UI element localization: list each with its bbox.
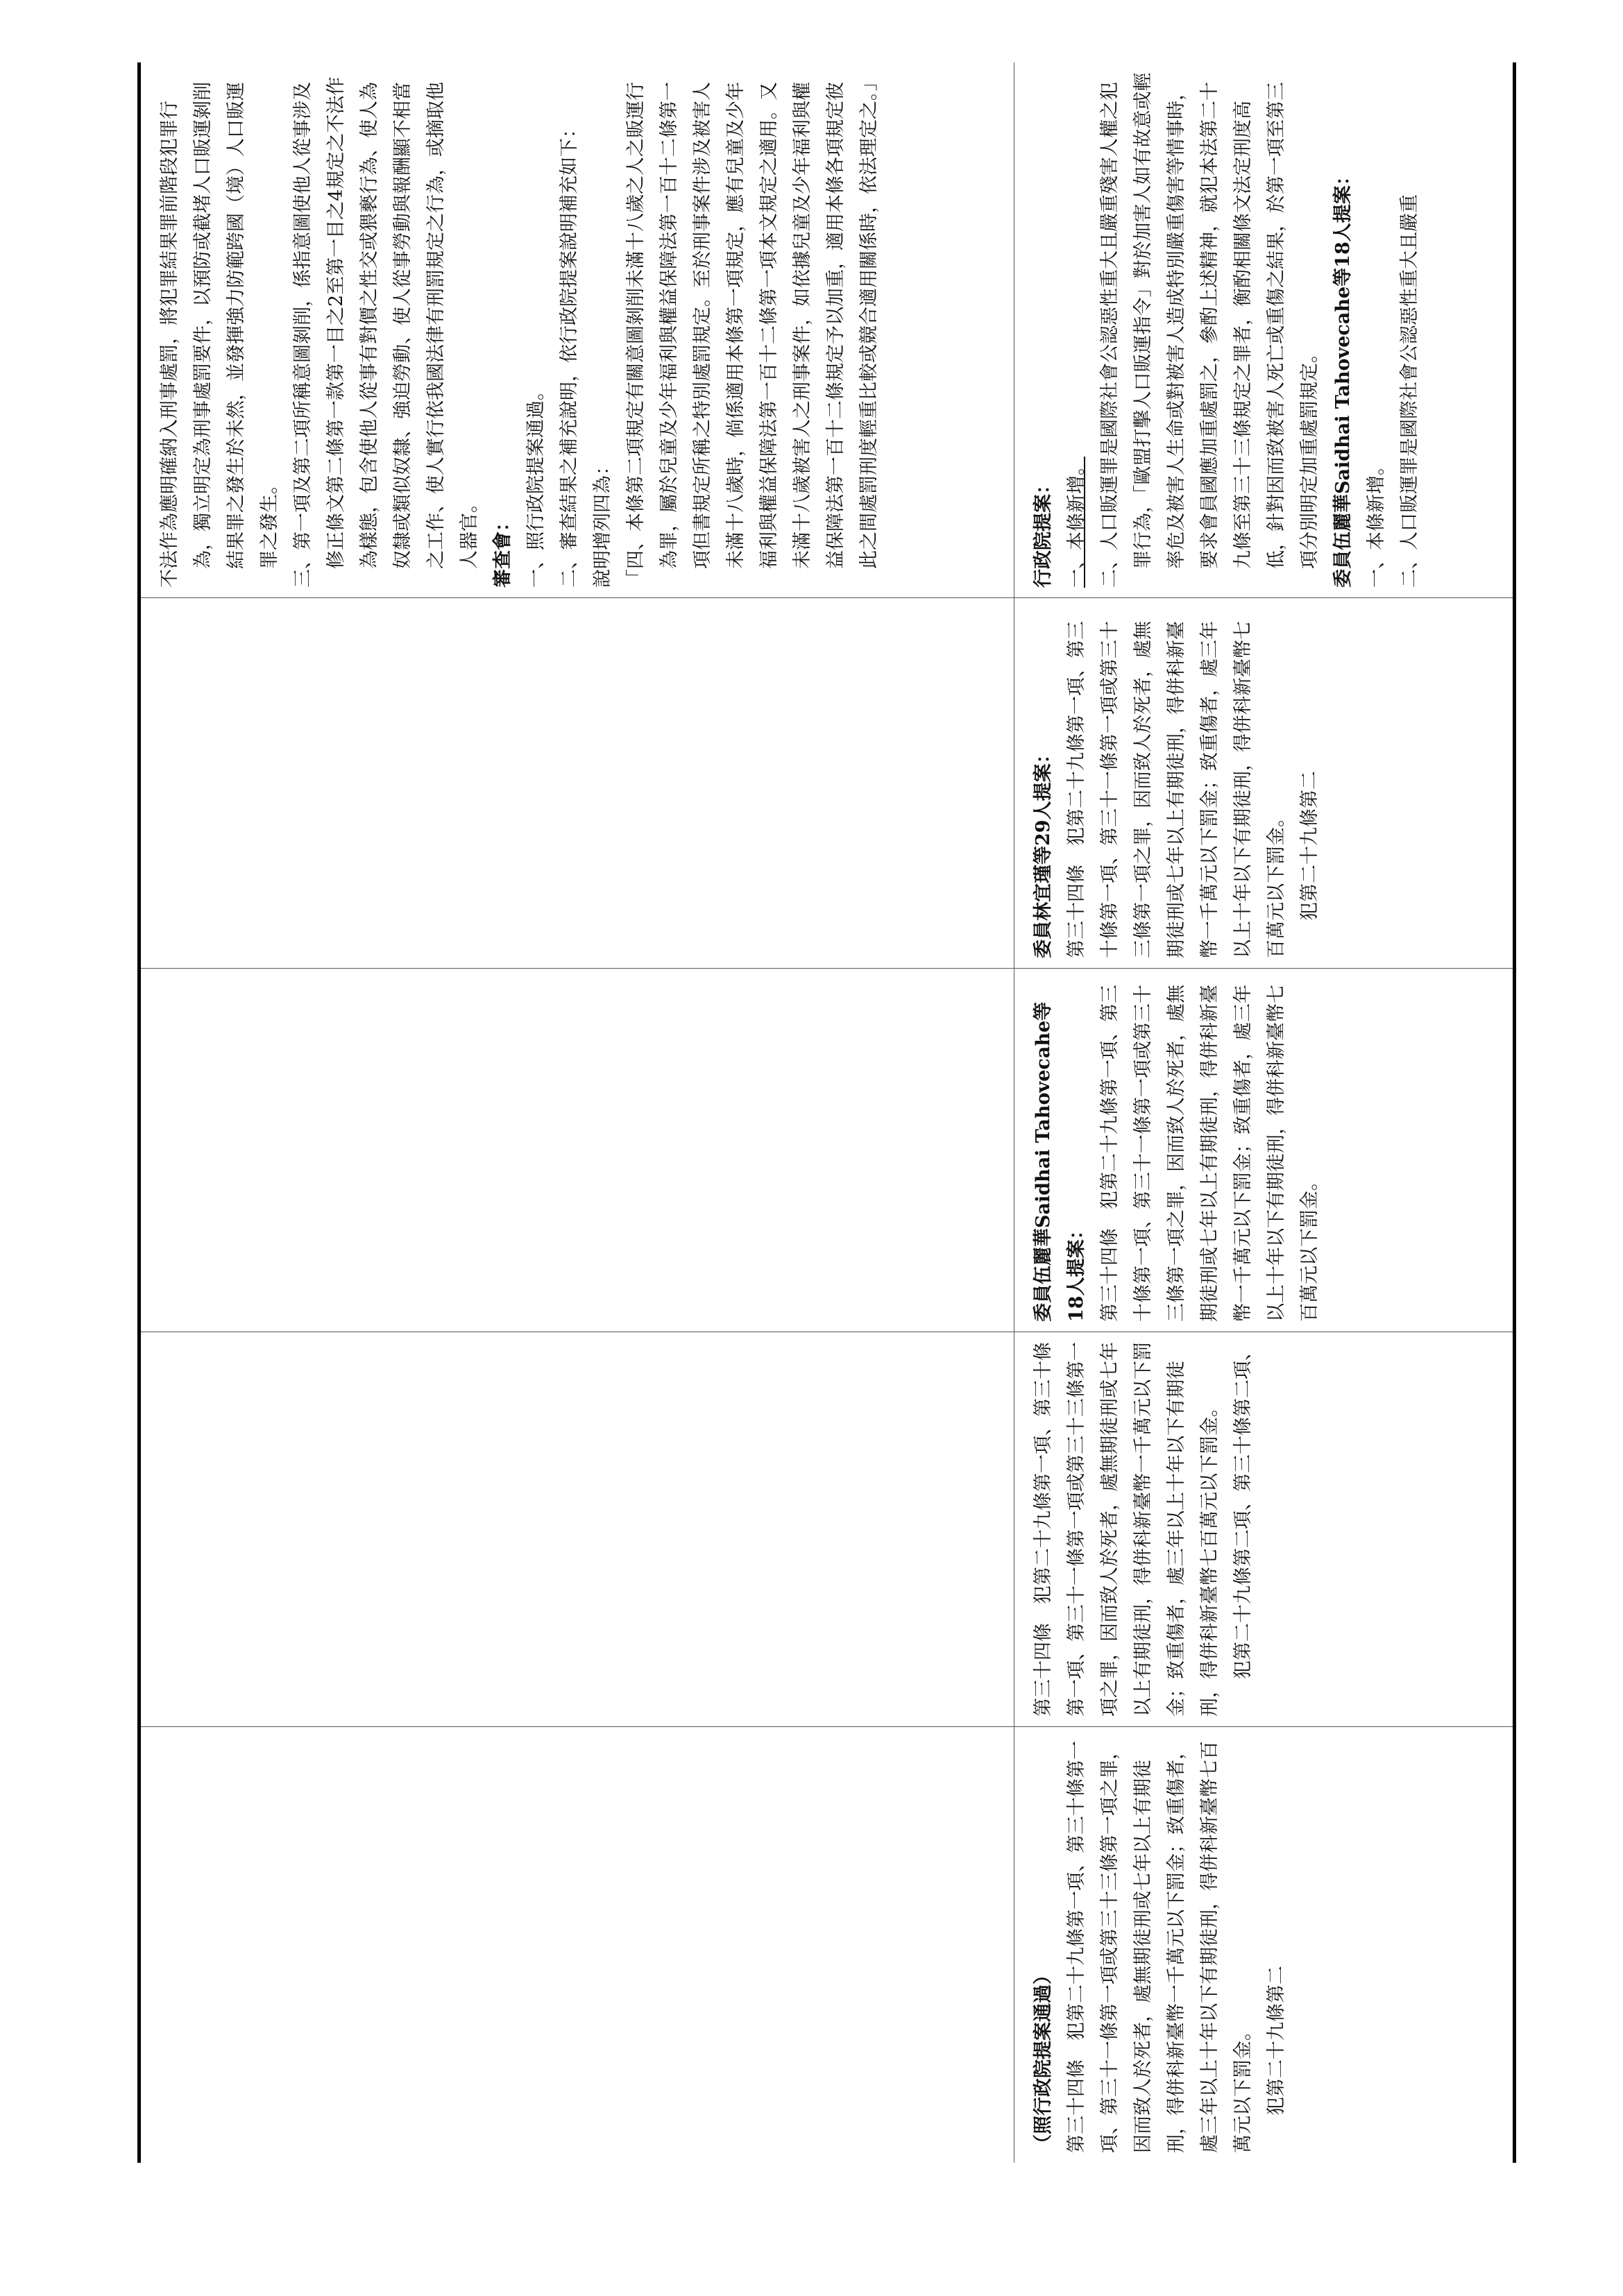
explanation-para-2: 三、第一項及第二項所稱意圖剝削，係指意圖使他人從事涉及修正條文第二條第一款第一目之2至第一目之4規定之不法作為樣態，包含使他人從事有對價之性交或猥褻行為、使人為奴隸或類似奴隸、強迫勞動、使人從事勞動與報酬顯不相當之工作、使人實行依我國法律有刑罰規定之行為，或摘取他人器官。: [292, 76, 480, 588]
review-item-2: 二、審查結果之補充說明，依行政院提案說明補充如下：: [559, 119, 580, 588]
bottom-cell-executive: [1014, 1332, 1515, 1727]
review-item-3: 說明增列四為：: [592, 457, 613, 588]
exec-explanation-item-1: 一、本條新增。: [1066, 457, 1087, 588]
table-row-top: [139, 62, 1014, 2163]
wu-explanation-heading: 委員伍麗華Saidhai Tahovecahe等18人提案：: [1332, 167, 1354, 588]
exec-explanation-item-2: 二、人口販運罪是國際社會公認惡性重大且嚴重殘害人權之犯罪行為，「歐盟打擊人口販運指令」對於加害人如有故意或輕率危及被害人生命或對被害人造成特別嚴重傷害等情事時，要求會員國應加重處罰之，參酌上述精神，就犯本法第二十九條至第三十三條規定之罪者，衡酌相關條文法定刑度高低，針對因而致被害人死亡或重傷之結果，於第一項至第三項分別明定加重處罰規定。: [1099, 72, 1320, 588]
comparison-table: [137, 62, 1516, 2163]
lin-heading: 委員林宜瑾等29人提案：: [1033, 745, 1054, 958]
wu-explanation-item-2: 二、人口販運罪是國際社會公認惡性重大且嚴重: [1399, 194, 1420, 588]
lin-text: 第三十四條 犯第二十九條第一項、第三十條第一項、第三十一條第一項或第三十三條第一項之罪，因而致人於死者，處無期徒刑或七年以上有期徒刑，得併科新臺幣一千萬元以下罰金；致重傷者，處三年以上十年以下有期徒刑，得併科新臺幣七百萬元以下罰金。: [1066, 621, 1287, 958]
comparison-table-rotated: [137, 72, 1484, 2163]
bottom-cell-wu: [1014, 969, 1515, 1332]
top-cell-explanation: [139, 62, 1014, 598]
top-cell-wu: [139, 969, 1014, 1332]
wu-explanation-item-1: 一、本條新增。: [1366, 457, 1387, 588]
top-cell-current-law: [139, 1727, 1014, 2163]
passed-text: 第三十四條 犯第二十九條第一項、第三十條第一項、第三十一條第一項或第三十三條第一項之罪，因而致人於死者，處無期徒刑或七年以上有期徒刑，得併科新臺幣一千萬元以下罰金；致重傷者，處三年以上十年以下有期徒刑，得併科新臺幣七百萬元以下罰金。: [1066, 1741, 1254, 2153]
lin-text-2: 犯第二十九條第二: [1299, 771, 1320, 921]
passed-heading: （照行政院提案通過）: [1033, 1966, 1054, 2153]
explanation-para-1: 不法作為應明確納入刑事處罰，將犯罪結果罪前階段犯罪行為，獨立明定為刑事處罰要件，以預防或截堵人口販運剝削結果罪之發生於未然，並發揮強力防範跨國（境）人口販運罪之發生。: [159, 82, 280, 588]
executive-text: 第三十四條 犯第二十九條第一項、第三十條第一項、第三十一條第一項或第三十三條第一項之罪，因而致人於死者，處無期徒刑或七年以上有期徒刑，得併科新臺幣一千萬元以下罰金；致重傷者，處三年以上十年以下有期徒刑，得併科新臺幣七百萬元以下罰金。: [1033, 1342, 1221, 1717]
wu-text: 第三十四條 犯第二十九條第一項、第三十條第一項、第三十一條第一項或第三十三條第一項之罪，因而致人於死者，處無期徒刑或七年以上有期徒刑，得併科新臺幣一千萬元以下罰金；致重傷者，處三年以上十年以下有期徒刑，得併科新臺幣七百萬元以下罰金。: [1099, 985, 1320, 1322]
top-cell-executive: [139, 1332, 1014, 1727]
review-item-1: 一、照行政院提案通過。: [525, 382, 547, 588]
exec-explanation-heading: 行政院提案：: [1033, 475, 1054, 588]
wu-heading: 委員伍麗華Saidhai Tahovecahe等18人提案：: [1033, 1001, 1087, 1322]
top-cell-lin: [139, 598, 1014, 969]
bottom-cell-lin: [1014, 598, 1515, 969]
bottom-cell-passed: [1014, 1727, 1515, 2163]
bottom-cell-explanation: [1014, 62, 1515, 598]
review-item-4: 「四、本條第二項規定有關意圖剝削未滿十八歲之人之販運行為罪，屬於兒童及少年福利與權益保障法第一百十二條第一項但書規定所稱之特別處罰規定。至於刑事案件涉及被害人未滿十八歲時，倘係適用本條第一項規定，應有兒童及少年福利與權益保障法第一百十二條第一項本文規定之適用。又未滿十八歲被害人之刑事案件，如依據兒童及少年福利與權益保障法第一百十二條規定予以加重，適用本條各項規定彼此之間處罰刑度輕重比較或競合適用關係時，依法理定之。」: [625, 72, 880, 588]
executive-text-2: 犯第二十九條第二項、第三十條第二項、: [1232, 1342, 1254, 1679]
passed-text-2: 犯第二十九條第二: [1266, 1966, 1287, 2116]
review-heading: 審查會：: [492, 513, 513, 588]
table-row-bottom: [1014, 62, 1515, 2163]
